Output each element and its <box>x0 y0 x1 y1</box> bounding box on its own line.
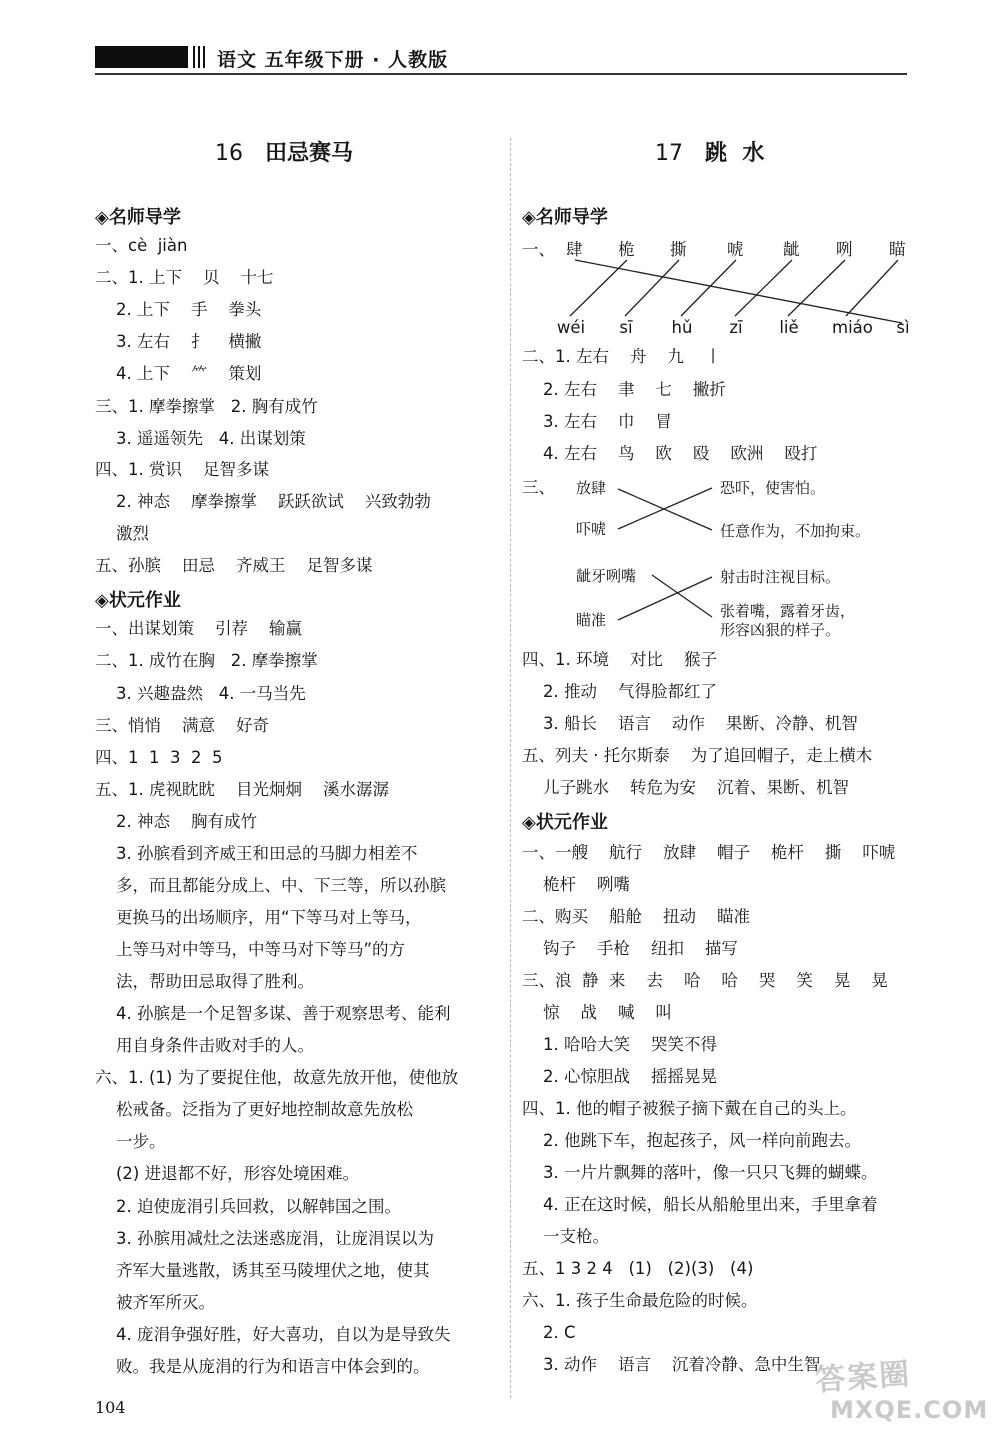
answer-line: (2) 进退都不好，形容处境困难。 <box>95 1164 360 1183</box>
answer-line: 一步。 <box>95 1132 166 1151</box>
watermark-url: MXQE.COM <box>830 1396 989 1424</box>
answer-line: 3. 孙膑用减灶之法迷惑庞涓，让庞涓误以为 <box>95 1229 434 1248</box>
q1-pinyin-item: wéi <box>556 318 586 337</box>
watermark-logo: 答案圈 <box>814 1356 913 1399</box>
q1-char: 龇 <box>783 240 800 259</box>
answer-line: 法，帮助田忌取得了胜利。 <box>95 972 314 991</box>
answer-line: 多，而且都能分成上、中、下三等，所以孙膑 <box>95 876 446 895</box>
answer-line: 六、1. (1) 为了要捉住他，故意先放开他，使他放 <box>95 1068 459 1087</box>
answer-line: 四、1. 环境 对比 猴子 <box>522 650 717 669</box>
answer-line: 2. 上下 手 拳头 <box>95 300 262 319</box>
left-chapter-name: 田忌赛马 <box>265 141 354 166</box>
q3-right-item: 任意作为，不加拘束。 <box>720 522 871 540</box>
q1-pinyin-item: sì <box>896 318 910 337</box>
q1-pinyin-item: liě <box>779 318 799 337</box>
answer-line: 三、浪 静 来 去 哈 哈 哭 笑 晃 晃 <box>522 971 888 990</box>
answer-line: 五、1 3 2 4 (1) (2)(3) (4) <box>522 1259 754 1278</box>
answer-line: 四、1. 他的帽子被猴子摘下戴在自己的头上。 <box>522 1099 857 1118</box>
answer-line: 2. 推动 气得脸都红了 <box>522 682 717 701</box>
answer-line: 六、1. 孩子生命最危险的时候。 <box>522 1291 758 1310</box>
answer-line: 齐军大量逃散，诱其至马陵埋伏之地，使其 <box>95 1261 430 1280</box>
q1-pinyin-item: miáo <box>832 318 873 337</box>
answer-line: 败。我是从庞涓的行为和语言中体会到的。 <box>95 1357 430 1376</box>
answer-line: 3. 动作 语言 沉着冷静、急中生智 <box>522 1355 821 1374</box>
answer-line: 惊 战 喊 叫 <box>522 1003 672 1022</box>
q1-pinyin-item: hǔ <box>671 318 693 337</box>
q1-pinyin-item: sī <box>619 318 633 337</box>
answer-line: 2. 神态 胸有成竹 <box>95 812 257 831</box>
q1-char: 唬 <box>727 240 744 259</box>
answer-line: 儿子跳水 转危为安 沉着、果断、机智 <box>522 778 849 797</box>
answer-line: 3. 一片片飘舞的落叶，像一只只飞舞的蝴蝶。 <box>522 1163 878 1182</box>
answer-line: 五、1. 虎视眈眈 目光炯炯 溪水潺潺 <box>95 780 389 799</box>
right-chapter-name: 跳 水 <box>705 141 765 166</box>
q1-char: 咧 <box>836 240 853 259</box>
q3-right-item: 射击时注视目标。 <box>720 568 841 586</box>
left-chapter-num: 16 <box>215 141 243 166</box>
right-guide-heading: ◈名师导学 <box>522 207 608 228</box>
answer-line: 二、购买 船舱 扭动 瞄准 <box>522 907 750 926</box>
answer-line: 三、1. 摩拳擦掌 2. 胸有成竹 <box>95 397 318 416</box>
answer-line: 四、1. 赏识 足智多谋 <box>95 460 269 479</box>
answer-line: 五、列夫 · 托尔斯泰 为了追回帽子，走上横木 <box>522 746 873 765</box>
answer-line: 一、出谋划策 引荐 输赢 <box>95 619 302 638</box>
answer-line: 二、1. 左右 舟 九 丨 <box>522 347 722 366</box>
answer-line: 2. 神态 摩拳擦掌 跃跃欲试 兴致勃勃 <box>95 492 431 511</box>
answer-line: 一、一艘 航行 放肆 帽子 桅杆 撕 吓唬 <box>522 843 896 862</box>
q1-char: 桅 <box>618 240 635 259</box>
answer-line: 四、1 1 3 2 5 <box>95 748 223 767</box>
answer-line: 2. 迫使庞涓引兵回救，以解韩国之围。 <box>95 1197 401 1216</box>
answer-line: 被齐军所灭。 <box>95 1293 215 1312</box>
answer-line: 上等马对中等马，中等马对下等马”的方 <box>95 940 406 959</box>
q3-right-item: 恐吓，使害怕。 <box>720 479 826 497</box>
answer-line: 钩子 手枪 纽扣 描写 <box>522 939 738 958</box>
answer-line: 二、1. 上下 贝 十七 <box>95 268 274 287</box>
answer-line: 4. 庞涓争强好胜，好大喜功，自以为是导致失 <box>95 1325 451 1344</box>
answer-line: 3. 兴趣盎然 4. 一马当先 <box>95 684 306 703</box>
q3-left-item: 瞄准 <box>576 611 607 629</box>
q1-char: 肆 <box>566 240 583 259</box>
answer-line: 3. 左右 巾 冒 <box>522 412 672 431</box>
q1-label: 一、 <box>522 240 555 259</box>
q3-left-item: 放肆 <box>576 479 607 497</box>
answer-line: 五、孙膑 田忌 齐威王 足智多谋 <box>95 556 373 575</box>
answer-line: 桅杆 咧嘴 <box>522 875 630 894</box>
q3-left-item: 龇牙咧嘴 <box>576 567 637 585</box>
answer-line: 2. C <box>522 1323 576 1342</box>
answer-line: 二、1. 成竹在胸 2. 摩拳擦掌 <box>95 651 318 670</box>
q3-matching-lines <box>618 488 712 620</box>
answer-line: 2. 心惊胆战 摇摇晃晃 <box>522 1067 717 1086</box>
answer-line: 4. 孙膑是一个足智多谋、善于观察思考、能利 <box>95 1004 451 1023</box>
q3-left-item: 吓唬 <box>576 520 607 538</box>
right-homework-heading: ◈状元作业 <box>522 812 608 833</box>
answer-line: 一支枪。 <box>522 1227 609 1246</box>
answer-line: 三、悄悄 满意 好奇 <box>95 716 269 735</box>
answer-line: 2. 左右 聿 七 撇折 <box>522 380 726 399</box>
q3-right-item: 张着嘴，露着牙齿， <box>720 602 856 620</box>
answer-line: 松戒备。泛指为了更好地控制故意先放松 <box>95 1100 413 1119</box>
q1-char: 撕 <box>670 240 687 259</box>
right-chapter-num: 17 <box>655 141 683 166</box>
answer-line: 3. 遥遥领先 4. 出谋划策 <box>95 429 306 448</box>
page-number: 104 <box>95 1398 126 1417</box>
answer-line: 3. 船长 语言 动作 果断、冷静、机智 <box>522 714 858 733</box>
answer-line: 3. 孙膑看到齐威王和田忌的马脚力相差不 <box>95 844 418 863</box>
left-homework-heading: ◈状元作业 <box>95 590 181 611</box>
left-guide-heading: ◈名师导学 <box>95 207 181 228</box>
answer-line: 更换马的出场顺序，用“下等马对上等马， <box>95 908 422 927</box>
header-title: 语文 五年级下册 · 人教版 <box>217 49 449 71</box>
q3-right-item: 形容凶狠的样子。 <box>720 621 841 639</box>
answer-line: 激烈 <box>95 524 149 543</box>
q1-char: 瞄 <box>889 240 906 259</box>
answer-line: 2. 他跳下车，抱起孩子，风一样向前跑去。 <box>522 1131 861 1150</box>
answer-line: 4. 上下 ⺮ 策划 <box>95 364 262 383</box>
answer-line: 用自身条件击败对手的人。 <box>95 1036 314 1055</box>
answer-line: 一、cè jiàn <box>95 236 188 255</box>
q1-pinyin-item: zī <box>729 318 743 337</box>
answer-line: 4. 正在这时候，船长从船舱里出来，手里拿着 <box>522 1195 878 1214</box>
answer-line: 4. 左右 鸟 欧 殴 欧洲 殴打 <box>522 444 818 463</box>
answer-line: 1. 哈哈大笑 哭笑不得 <box>522 1035 717 1054</box>
q3-label: 三、 <box>522 478 555 497</box>
answer-line: 3. 左右 扌 横撇 <box>95 332 262 351</box>
